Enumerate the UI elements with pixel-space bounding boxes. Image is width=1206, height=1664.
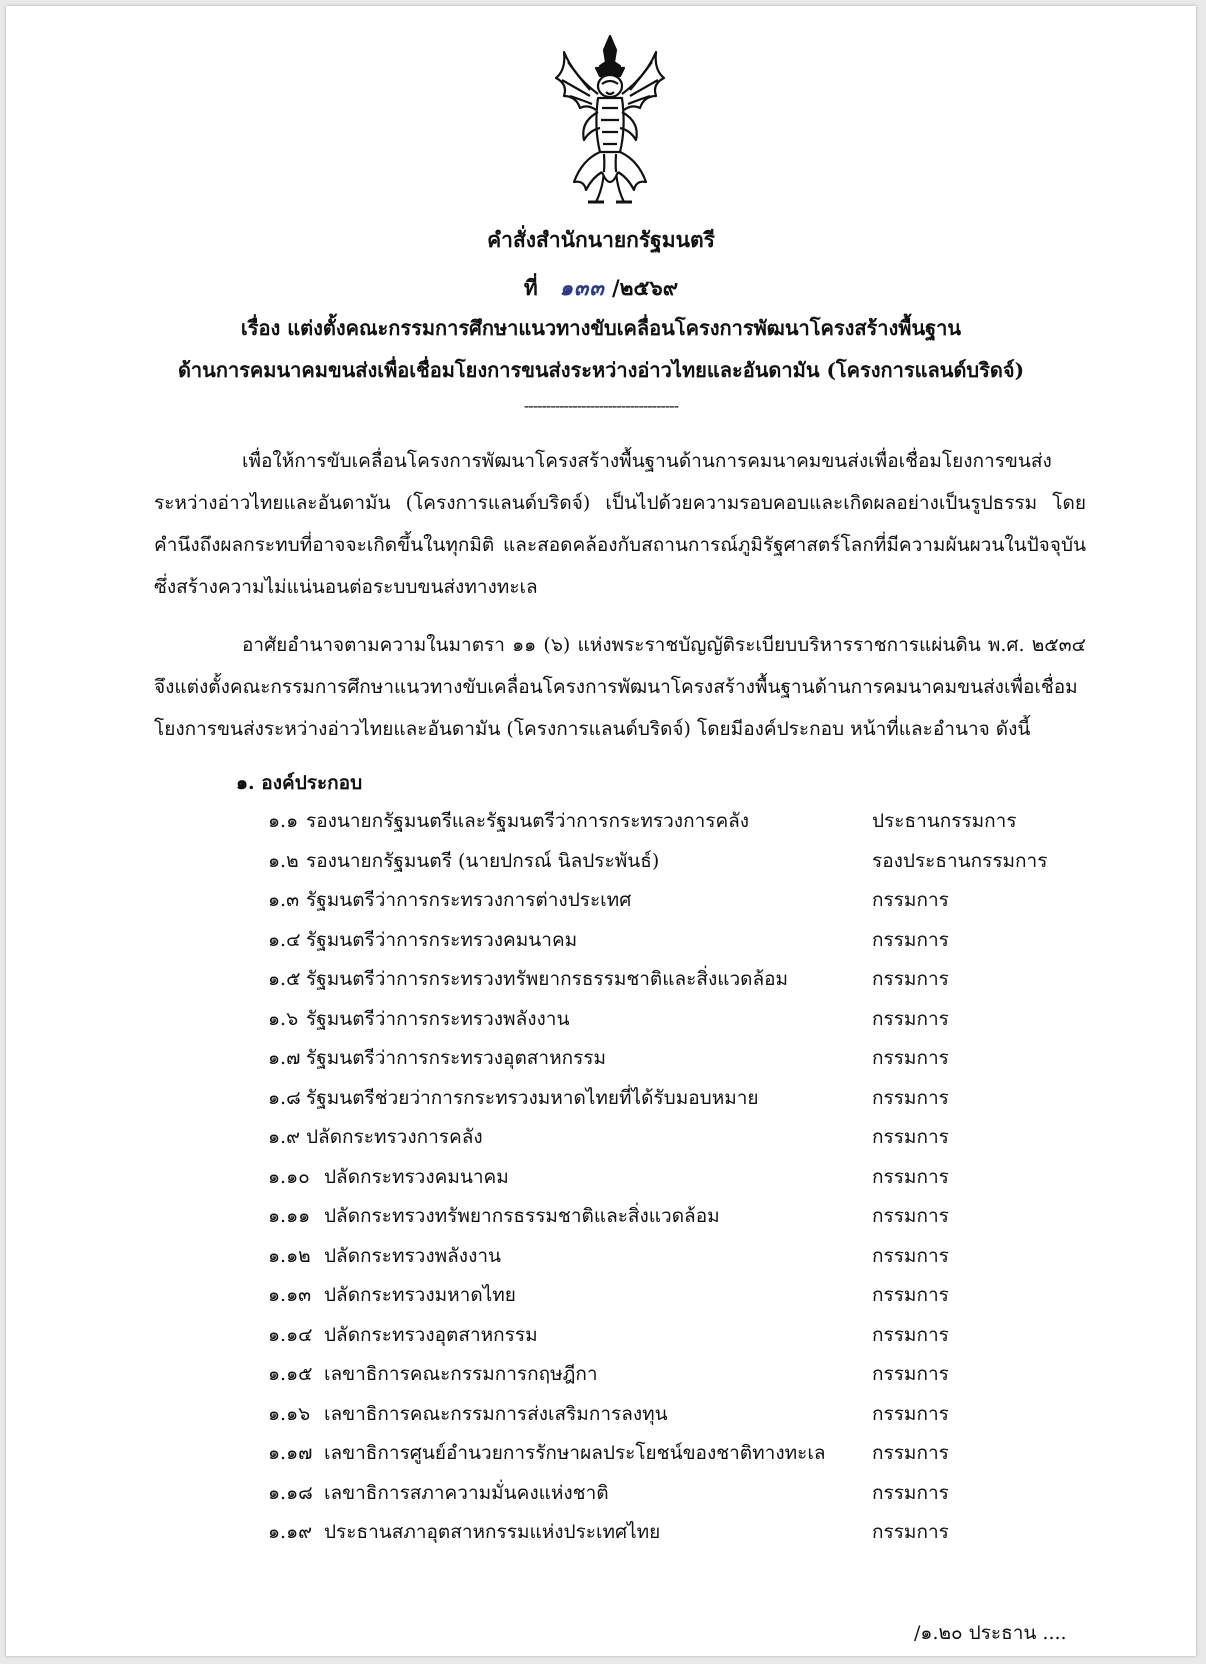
member-role: กรรมการ (872, 1284, 949, 1306)
member-row (6, 1359, 1196, 1401)
member-name: ปลัดกระทรวงมหาดไทย (324, 1284, 516, 1306)
member-number: ๑.๘ (268, 1087, 301, 1109)
member-name: รัฐมนตรีว่าการกระทรวงคมนาคม (306, 929, 578, 951)
member-name: ประธานสภาอุตสาหกรรมแห่งประเทศไทย (324, 1521, 661, 1543)
member-row (6, 1162, 1196, 1204)
member-name: ปลัดกระทรวงอุตสาหกรรม (324, 1324, 538, 1346)
member-number: ๑.๙ (268, 1126, 301, 1148)
member-row (6, 1280, 1196, 1322)
member-row (6, 1043, 1196, 1085)
order-number (6, 272, 1196, 305)
member-number: ๑.๑๗ (268, 1442, 313, 1464)
member-number: ๑.๖ (268, 1008, 299, 1030)
member-role: กรรมการ (872, 1521, 949, 1543)
member-row (6, 1399, 1196, 1441)
member-role: กรรมการ (872, 1245, 949, 1267)
member-number: ๑.๑๘ (268, 1482, 313, 1504)
member-number: ๑.๕ (268, 968, 301, 990)
member-row (6, 885, 1196, 927)
member-number: ๑.๗ (268, 1047, 301, 1069)
member-number: ๑.๑ (268, 810, 299, 832)
member-name: เลขาธิการศูนย์อำนวยการรักษาผลประโยชน์ของชาติทางทะเล (324, 1442, 826, 1464)
member-name: รองนายกรัฐมนตรีและรัฐมนตรีว่าการกระทรวงการคลัง (306, 810, 750, 832)
member-row (6, 1438, 1196, 1480)
member-number: ๑.๒ (268, 850, 299, 872)
subject-line-2: ด้านการคมนาคมขนส่งเพื่อเชื่อมโยงการขนส่งระหว่างอ่าวไทยและอันดามัน (โครงการแลนด์บริดจ์) (177, 358, 1025, 382)
member-name: เลขาธิการสภาความมั่นคงแห่งชาติ (324, 1482, 609, 1504)
subject-line-1: เรื่อง แต่งตั้งคณะกรรมการศึกษาแนวทางขับเคลื่อนโครงการพัฒนาโครงสร้างพื้นฐาน (240, 316, 962, 340)
member-number: ๑.๓ (268, 889, 300, 911)
continued-note: /๑.๒๐ ประธาน .... (914, 1622, 1067, 1644)
member-role: กรรมการ (872, 1324, 949, 1346)
garuda-emblem-icon (544, 32, 676, 212)
member-role: กรรมการ (872, 968, 949, 990)
member-row (6, 1004, 1196, 1046)
member-number: ๑.๑๔ (268, 1324, 313, 1346)
member-name: ปลัดกระทรวงการคลัง (306, 1126, 483, 1148)
member-row (6, 1320, 1196, 1362)
member-number: ๑.๑๒ (268, 1245, 311, 1267)
paragraph-preamble: เพื่อให้การขับเคลื่อนโครงการพัฒนาโครงสร้างพื้นฐานด้านการคมนาคมขนส่งเพื่อเชื่อมโยงการขนส่งระหว่างอ่าวไทยและอันดามัน (โครงการแลนด์บริดจ์) เป็นไปด้วยความรอบคอบและเกิดผลอย่างเป็นรูปธรรม โดยคำนึงถึงผลกระทบที่อาจจะเกิดขึ้นในทุกมิติ และสอดคล้องกับสถานการณ์ภูมิรัฐศาสตร์โลกที่มีความผันผวนในปัจจุบัน ซึ่งสร้างความไม่แน่นอนต่อระบบขนส่งทางทะเล (154, 450, 1086, 598)
member-name: รัฐมนตรีว่าการกระทรวงการต่างประเทศ (306, 889, 632, 911)
member-row (6, 1478, 1196, 1520)
member-row (6, 806, 1196, 848)
member-role: กรรมการ (872, 1008, 949, 1030)
document-title: คำสั่งสำนักนายกรัฐมนตรี (487, 227, 715, 252)
member-role: กรรมการ (872, 929, 949, 951)
member-number: ๑.๑๑ (268, 1205, 311, 1227)
member-number: ๑.๔ (268, 929, 301, 951)
order-number-handwritten: ๑๓๓ (559, 275, 605, 300)
member-role: กรรมการ (872, 1482, 949, 1504)
paragraph-authority: อาศัยอำนาจตามความในมาตรา ๑๑ (๖) แห่งพระราชบัญญัติระเบียบบริหารราชการแผ่นดิน พ.ศ. ๒๕๓๔ จึงแต่งตั้งคณะกรรมการศึกษาแนวทางขับเคลื่อนโครงการพัฒนาโครงสร้างพื้นฐานด้านการคมนาคมขนส่งเพื่อเชื่อมโยงการขนส่งระหว่างอ่าวไทยและอันดามัน (โครงการแลนด์บริดจ์) โดยมีองค์ประกอบ หน้าที่และอำนาจ ดังนี้ (154, 634, 1086, 740)
member-role: กรรมการ (872, 1087, 949, 1109)
member-row (6, 846, 1196, 888)
member-row (6, 1201, 1196, 1243)
member-row (6, 964, 1196, 1006)
member-row (6, 1241, 1196, 1283)
document-page (6, 6, 1196, 1656)
member-number: ๑.๑๓ (268, 1284, 312, 1306)
member-role: รองประธานกรรมการ (872, 850, 1048, 872)
member-name: เลขาธิการคณะกรรมการส่งเสริมการลงทุน (324, 1403, 668, 1425)
member-role: ประธานกรรมการ (872, 810, 1017, 832)
member-name: รัฐมนตรีว่าการกระทรวงอุตสาหกรรม (306, 1047, 607, 1069)
member-row (6, 1517, 1196, 1559)
member-row (6, 1083, 1196, 1125)
member-role: กรรมการ (872, 1126, 949, 1148)
member-number: ๑.๑๖ (268, 1403, 311, 1425)
member-name: รัฐมนตรีว่าการกระทรวงพลังงาน (306, 1008, 570, 1030)
member-number: ๑.๑๐ (268, 1166, 310, 1188)
member-role: กรรมการ (872, 1205, 949, 1227)
member-name: ปลัดกระทรวงพลังงาน (324, 1245, 502, 1267)
order-number-year: /๒๕๖๙ (612, 275, 679, 300)
member-name: รองนายกรัฐมนตรี (นายปกรณ์ นิลประพันธ์) (306, 850, 660, 872)
order-number-prefix: ที่ (523, 275, 538, 300)
member-name: รัฐมนตรีช่วยว่าการกระทรวงมหาดไทยที่ได้รับมอบหมาย (306, 1087, 759, 1109)
member-number: ๑.๑๕ (268, 1363, 313, 1385)
member-row (6, 925, 1196, 967)
member-row (6, 1122, 1196, 1164)
member-number: ๑.๑๙ (268, 1521, 313, 1543)
divider-rule: ----------------------------------- (523, 396, 679, 415)
member-role: กรรมการ (872, 1047, 949, 1069)
member-role: กรรมการ (872, 889, 949, 911)
member-name: รัฐมนตรีว่าการกระทรวงทรัพยากรธรรมชาติและสิ่งแวดล้อม (306, 968, 789, 990)
member-role: กรรมการ (872, 1363, 949, 1385)
section-heading-composition: ๑. องค์ประกอบ (236, 772, 363, 794)
member-role: กรรมการ (872, 1403, 949, 1425)
member-role: กรรมการ (872, 1442, 949, 1464)
member-name: ปลัดกระทรวงคมนาคม (324, 1166, 509, 1188)
member-name: ปลัดกระทรวงทรัพยากรธรรมชาติและสิ่งแวดล้อม (324, 1205, 720, 1227)
member-name: เลขาธิการคณะกรรมการกฤษฎีกา (324, 1363, 598, 1385)
member-role: กรรมการ (872, 1166, 949, 1188)
